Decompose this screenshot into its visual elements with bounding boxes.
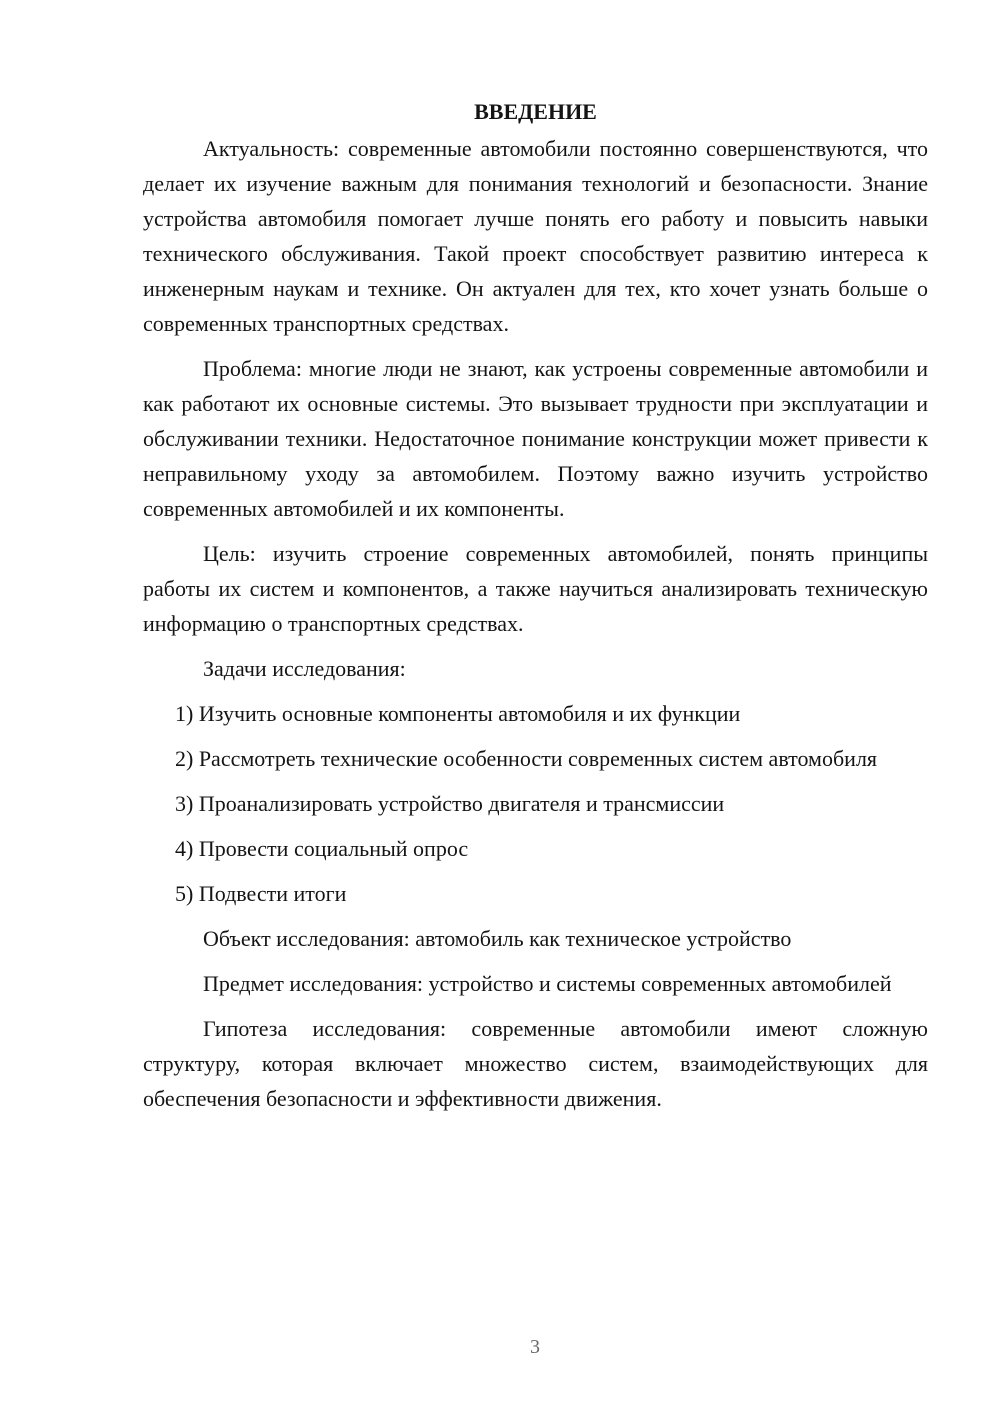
paragraph-hypothesis: Гипотеза исследования: современные автомобили имеют сложную структуру, которая включает множество систем, взаимодействующих для обеспечения безопасности и эффективности движения. <box>143 1016 928 1111</box>
task-item-1: 1) Изучить основные компоненты автомобиля и их функции <box>175 701 741 726</box>
task-item-2: 2) Рассмотреть технические особенности современных систем автомобиля <box>175 746 878 771</box>
task-item-3: 3) Проанализировать устройство двигателя и трансмиссии <box>175 791 725 816</box>
paragraph-goal: Цель: изучить строение современных автомобилей, понять принципы работы их систем и компонентов, а также научиться анализировать техническую информацию о транспортных средствах. <box>143 541 928 636</box>
task-item-4: 4) Провести социальный опрос <box>175 836 469 861</box>
paragraph-relevance: Актуальность: современные автомобили постоянно совершенствуются, что делает их изучение важным для понимания технологий и безопасности. Знание устройства автомобиля помогает лучше понять его работу и повысить навыки технического обслуживания. Такой проект способствует развитию интереса к инженерным наукам и технике. Он актуален для тех, кто хочет узнать больше о современных транспортных средствах. <box>143 136 928 336</box>
paragraph-problem: Проблема: многие люди не знают, как устроены современные автомобили и как работают их основные системы. Это вызывает трудности при эксплуатации и обслуживании техники. Недостаточное понимание конструкции может привести к неправильному уходу за автомобилем. Поэтому важно изучить устройство современных автомобилей и их компоненты. <box>143 356 928 521</box>
page-number: 3 <box>530 1336 540 1358</box>
paragraph-subject: Предмет исследования: устройство и системы современных автомобилей <box>203 971 892 996</box>
paragraph-tasks-title: Задачи исследования: <box>203 656 406 681</box>
paragraph-object: Объект исследования: автомобиль как техническое устройство <box>203 926 792 951</box>
section-heading: ВВЕДЕНИЕ <box>474 99 597 124</box>
document-page <box>143 94 928 1126</box>
task-item-5: 5) Подвести итоги <box>175 881 347 906</box>
